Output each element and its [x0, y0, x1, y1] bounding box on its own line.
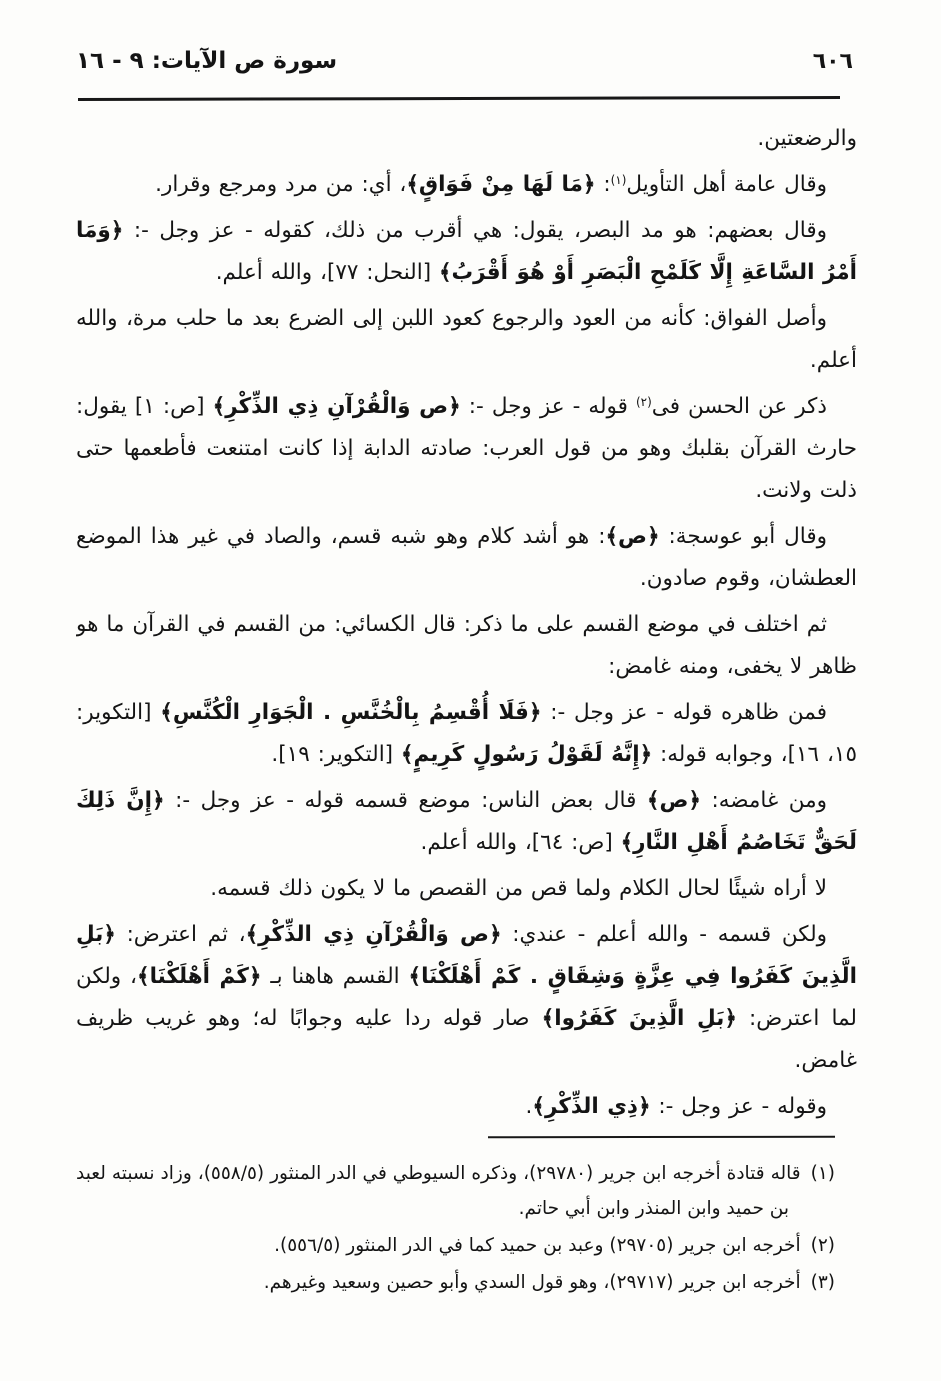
footnote-text: أخرجه ابن جرير (٢٩٧١٧)، وهو قول السدي وأبو حصين وسعيد وغيرهم.: [263, 1272, 801, 1293]
quran-quote: ﴿فَلَا أُقْسِمُ بِالْخُنَّسِ . الْجَوَارِ الْكُنَّسِ﴾: [160, 700, 542, 725]
text-run: قوله - عز وجل -:: [460, 394, 636, 419]
paragraph: [76, 1086, 857, 1123]
footnote: [76, 1228, 835, 1263]
text-run: صار قوله ردا عليه وجوابًا له؛ وهو غريب ظريف غامض.: [76, 1006, 857, 1073]
text-run: [ص: ٦٤]، والله أعلم.: [420, 830, 621, 855]
text-run: ، ولكن لما اعترض:: [76, 964, 857, 1031]
quran-quote: ﴿كَمْ أَهْلَكْنَا﴾: [137, 964, 262, 989]
footnote-separator: [488, 1136, 835, 1139]
footnotes-list: [76, 1156, 835, 1300]
paragraph: [76, 118, 857, 160]
text-run: وقال عامة أهل التأويل: [626, 172, 827, 197]
text-run: فمن ظاهره قوله - عز وجل -:: [541, 700, 827, 725]
text-run: [النحل: ٧٧]، والله أعلم.: [215, 260, 439, 285]
text-run: [ص: ١] يقول: حارث القرآن بقلبك وهو من قول العرب: صادته الدابة إذا كانت امتنعت فأطعمها حتى ذلت ولانت.: [76, 394, 857, 503]
paragraph: [76, 298, 857, 382]
footnote-ref: (٢): [635, 395, 652, 409]
text-run: قال بعض الناس: موضع قسمه قوله - عز وجل -:: [164, 788, 647, 813]
quran-quote: ﴿ذِي الذِّكْرِ﴾: [532, 1094, 651, 1119]
footnote: [76, 1265, 835, 1300]
text-run: : هو أشد كلام وهو شبه قسم، والصاد في غير هذا الموضع العطشان، وقوم صادون.: [76, 524, 857, 591]
footnote: [76, 1156, 835, 1226]
main-text: [76, 118, 857, 1123]
footnote-number: (١): [810, 1163, 835, 1184]
text-run: ثم اختلف في موضع القسم على ما ذكر: قال الكسائي: من القسم في القرآن ما هو ظاهر لا يخفى، ومنه غامض:: [76, 612, 857, 679]
quran-quote: ﴿ص وَالْقُرْآنِ ذِي الذِّكْرِ﴾: [212, 394, 461, 419]
paragraph: [76, 914, 857, 1082]
text-run: ولكن قسمه - والله أعلم - عندي:: [501, 922, 827, 947]
text-run: ، أي: من مرد ومرجع وقرار.: [155, 172, 407, 197]
text-run: [التكوير: ١٥، ١٦]، وجوابه قوله:: [76, 700, 857, 767]
paragraph: [76, 386, 857, 512]
paragraph: [76, 604, 857, 688]
footnote-number: (٢): [810, 1235, 835, 1256]
text-run: :: [595, 172, 611, 197]
text-run: القسم هاهنا بـ: [261, 964, 409, 989]
text-run: ذكر عن الحسن فى: [651, 394, 827, 419]
quran-quote: ﴿بَلِ الَّذِينَ كَفَرُوا فِي عِزَّةٍ وَشِقَاقٍ . كَمْ أَهْلَكْنَا﴾: [76, 922, 857, 989]
paragraph: [76, 164, 857, 206]
paragraph: [76, 516, 857, 600]
quran-quote: ﴿وَمَا أَمْرُ السَّاعَةِ إِلَّا كَلَمْحِ الْبَصَرِ أَوْ هُوَ أَقْرَبُ﴾: [76, 218, 857, 285]
paragraph: [76, 780, 857, 864]
text-run: وقال بعضهم: هو مد البصر، يقول: هي أقرب من ذلك، كقوله - عز وجل -:: [123, 218, 827, 243]
text-run: وقوله - عز وجل -:: [650, 1094, 827, 1119]
text-run: ، ثم اعترض:: [115, 922, 246, 947]
quran-quote: ﴿بَلِ الَّذِينَ كَفَرُوا﴾: [541, 1006, 737, 1031]
quran-quote: ﴿ص﴾: [605, 524, 660, 549]
text-run: وقال أبو عوسجة:: [659, 524, 827, 549]
footnote-text: أخرجه ابن جرير (٢٩٧٠٥) وعبد بن حميد كما في الدر المنثور (٥٥٦/٥).: [274, 1235, 801, 1256]
text-run: [التكوير: ١٩].: [271, 742, 401, 767]
text-run: والرضعتين.: [757, 126, 857, 151]
paragraph: [76, 692, 857, 776]
surah-header-title: سورة ص الآيات: ٩ - ١٦: [76, 48, 338, 74]
page-header: [76, 48, 853, 74]
header-rule: [78, 96, 840, 101]
quran-quote: ﴿مَا لَهَا مِنْ فَوَاقٍ﴾: [406, 172, 596, 197]
footnote-ref: (١): [610, 173, 627, 187]
quran-quote: ﴿ص﴾: [646, 788, 701, 813]
paragraph: [76, 868, 857, 910]
text-run: .: [525, 1094, 533, 1119]
footnotes-section: [76, 1136, 835, 1302]
text-run: ومن غامضه:: [701, 788, 827, 813]
paragraph: [76, 210, 857, 294]
footnote-text: قاله قتادة أخرجه ابن جرير (٢٩٧٨٠)، وذكره السيوطي في الدر المنثور (٥٥٨/٥)، وزاد نسبته لعبد بن حميد وابن المنذر وابن أبي حاتم.: [76, 1163, 801, 1219]
quran-quote: ﴿ص وَالْقُرْآنِ ذِي الذِّكْرِ﴾: [245, 922, 502, 947]
footnote-number: (٣): [810, 1272, 835, 1293]
quran-quote: ﴿إِنَّ ذَلِكَ لَحَقٌّ تَخَاصُمُ أَهْلِ النَّارِ﴾: [76, 788, 857, 855]
page-number: ٦٠٦: [812, 49, 853, 74]
quran-quote: ﴿إِنَّهُ لَقَوْلُ رَسُولٍ كَرِيمٍ﴾: [400, 742, 653, 767]
text-run: لا أراه شيئًا لحال الكلام ولما قص من القصص ما لا يكون ذلك قسمه.: [210, 876, 827, 901]
text-run: وأصل الفواق: كأنه من العود والرجوع كعود اللبن إلى الضرع بعد ما حلب مرة، والله أعلم.: [76, 306, 857, 373]
